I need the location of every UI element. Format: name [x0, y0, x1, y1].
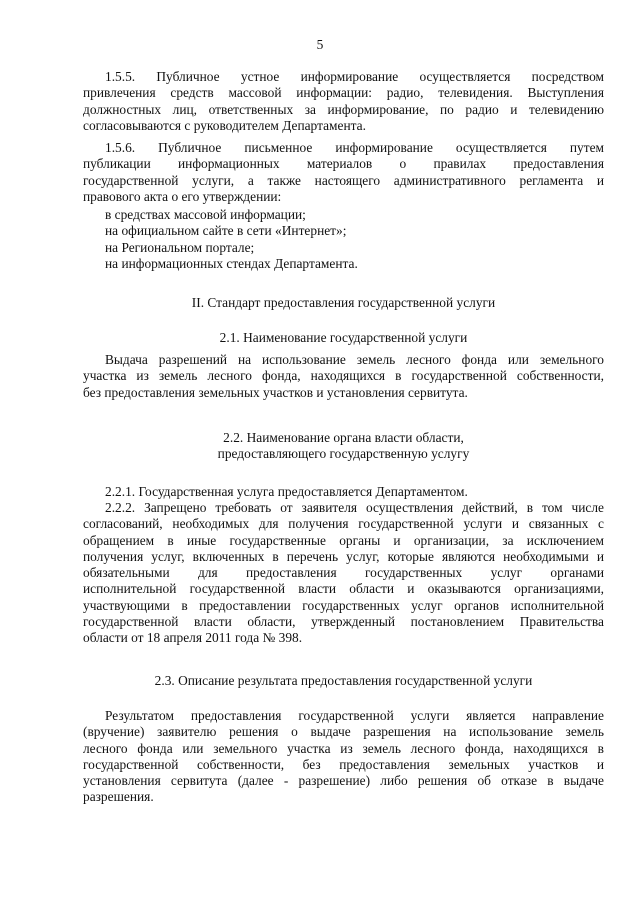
- text-line: лесного фонда или земельного участка из земель лесного фонда, находящихся в: [83, 740, 604, 756]
- text-line: участвующими в предоставлении государственных услуг органов исполнительной: [83, 597, 604, 613]
- text-line: государственной услуги, а также настоящего административного регламента и: [83, 172, 604, 188]
- heading-2-3: 2.3. Описание результата предоставления государственной услуги: [154, 673, 533, 688]
- heading-line: 2.2. Наименование органа власти области,: [223, 430, 464, 445]
- text-line: публикации информационных материалов о правилах предоставления: [83, 156, 604, 172]
- section-2-title: II. Стандарт предоставления государственной услуги: [191, 295, 496, 310]
- text-line: должностных лиц, ответственных за информирование, по радио и телевидению: [83, 101, 604, 117]
- list-item: в средствах массовой информации;: [105, 207, 306, 222]
- publication-list: [105, 207, 358, 272]
- text-line: установления сервитута (далее - разрешение) либо решения об отказе в выдаче: [83, 773, 604, 789]
- text-line: области от 18 апреля 2011 года № 398.: [83, 630, 303, 646]
- text-line: привлечения средств массовой информации: радио, телевидения. Выступления: [83, 85, 604, 101]
- list-item: на Региональном портале;: [105, 239, 255, 255]
- paragraph-2-2-1: [83, 484, 604, 500]
- paragraph-1-5-6: [83, 140, 604, 205]
- text-line: обязательными для предоставления государственных услуг органами: [83, 565, 604, 581]
- text-line: 2.2.2. Запрещено требовать от заявителя осуществления действий, в том числе: [105, 500, 604, 515]
- text-line: 1.5.5. Публичное устное информирование осуществляется посредством: [105, 69, 604, 84]
- heading-2-2: [83, 430, 604, 463]
- heading-line: предоставляющего государственную услугу: [217, 446, 470, 462]
- text-line: согласовываются с руководителем Департамента.: [83, 117, 366, 133]
- text-line: (вручение) заявителю решения о выдаче разрешения на использование земель: [83, 724, 604, 740]
- page-number: 5: [316, 37, 324, 52]
- paragraph-2-2-2: [83, 500, 604, 647]
- list-item: на информационных стендах Департамента.: [105, 255, 358, 271]
- text-line: Выдача разрешений на использование земель лесного фонда или земельного: [105, 352, 604, 367]
- text-line: получения услуг, включенных в перечень услуг, которые являются необходимыми и: [83, 548, 604, 564]
- paragraph-2-3: [83, 708, 604, 806]
- text-line: разрешения.: [83, 789, 154, 805]
- list-item: на официальном сайте в сети «Интернет»;: [105, 223, 347, 239]
- text-line: согласований, необходимых для получения государственной услуги и связанных с: [83, 516, 604, 532]
- text-line: Результатом предоставления государственной услуги является направление: [105, 708, 604, 723]
- text-line: 2.2.1. Государственная услуга предоставляется Департаментом.: [105, 484, 468, 499]
- text-line: правового акта о его утверждении:: [83, 188, 282, 204]
- heading-2-1: 2.1. Наименование государственной услуги: [219, 330, 468, 345]
- text-line: государственной власти области, утвержденный постановлением Правительства: [83, 614, 604, 630]
- text-line: исполнительной государственной власти области и оказываются организациями,: [83, 581, 604, 597]
- text-line: участка из земель лесного фонда, находящихся в государственной собственности,: [83, 368, 604, 384]
- text-line: без предоставления земельных участков и установления сервитута.: [83, 384, 468, 400]
- text-line: обращением в иные государственные органы и организации, за исключением: [83, 532, 604, 548]
- paragraph-1-5-5: [83, 69, 604, 134]
- text-line: государственной собственности, без предоставления земельных участков и: [83, 756, 604, 772]
- paragraph-2-1: [83, 352, 604, 401]
- text-line: 1.5.6. Публичное письменное информирование осуществляется путем: [105, 140, 604, 155]
